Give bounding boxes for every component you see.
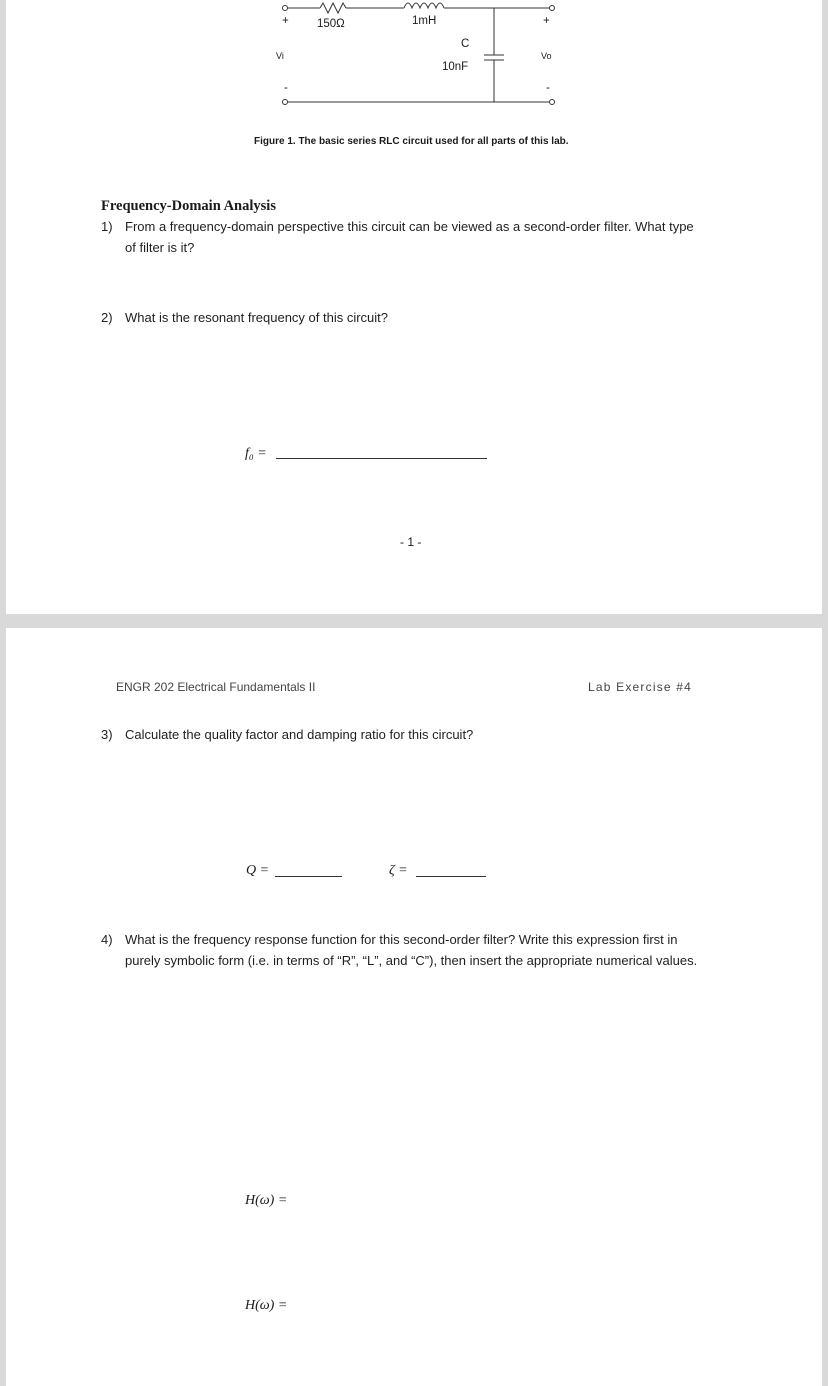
- output-terminal-top: [550, 6, 555, 11]
- q4-number: 4): [101, 932, 113, 947]
- damping-ratio-label: ζ =: [389, 863, 408, 878]
- capacitor-name: C: [461, 38, 470, 50]
- q2-text: What is the resonant frequency of this circuit?: [125, 310, 389, 325]
- q4-text-line2: purely symbolic form (i.e. in terms of “R”, “L”, and “C”), then insert the appropriate numerical values.: [125, 953, 698, 968]
- page-1: [6, 0, 822, 614]
- quality-factor-answer-line: [275, 876, 342, 877]
- q1-number: 1): [101, 219, 113, 234]
- q1-text-line2: of filter is it?: [125, 240, 195, 255]
- f0-answer-line: [276, 458, 487, 459]
- damping-ratio-answer-line: [416, 876, 486, 877]
- q2-number: 2): [101, 310, 113, 325]
- input-terminal-top: [283, 6, 288, 11]
- input-plus: +: [282, 15, 289, 27]
- numeric-response-label: H(ω) =: [245, 1298, 288, 1313]
- f0-label: f₀ =: [245, 446, 267, 461]
- q4-text-line1: What is the frequency response function for this second-order filter? Write this expression first in: [125, 932, 678, 947]
- page-number: - 1 -: [400, 535, 422, 549]
- header-lab: Lab Exercise #4: [588, 680, 693, 694]
- header-course: ENGR 202 Electrical Fundamentals II: [116, 680, 316, 694]
- inductor-symbol: [404, 3, 444, 8]
- input-voltage-label: Vi: [276, 51, 284, 61]
- output-voltage-label: Vo: [541, 51, 552, 61]
- quality-factor-label: Q =: [246, 863, 270, 878]
- figure-caption: Figure 1. The basic series RLC circuit used for all parts of this lab.: [254, 136, 569, 147]
- inductor-label: 1mH: [412, 15, 437, 27]
- resistor-symbol: [320, 3, 346, 13]
- symbolic-response-label: H(ω) =: [245, 1193, 288, 1208]
- output-terminal-bottom: [550, 100, 555, 105]
- page-2: [6, 628, 822, 1386]
- resistor-label: 150Ω: [317, 18, 345, 30]
- q1-text-line1: From a frequency-domain perspective this circuit can be viewed as a second-order filter. What type: [125, 219, 694, 234]
- capacitor-label: 10nF: [442, 61, 469, 73]
- input-terminal-bottom: [283, 100, 288, 105]
- output-plus: +: [543, 15, 550, 27]
- section-heading: Frequency-Domain Analysis: [101, 198, 276, 214]
- output-minus: -: [546, 82, 550, 94]
- input-minus: -: [284, 82, 288, 94]
- q3-text: Calculate the quality factor and damping ratio for this circuit?: [125, 727, 474, 742]
- q3-number: 3): [101, 727, 113, 742]
